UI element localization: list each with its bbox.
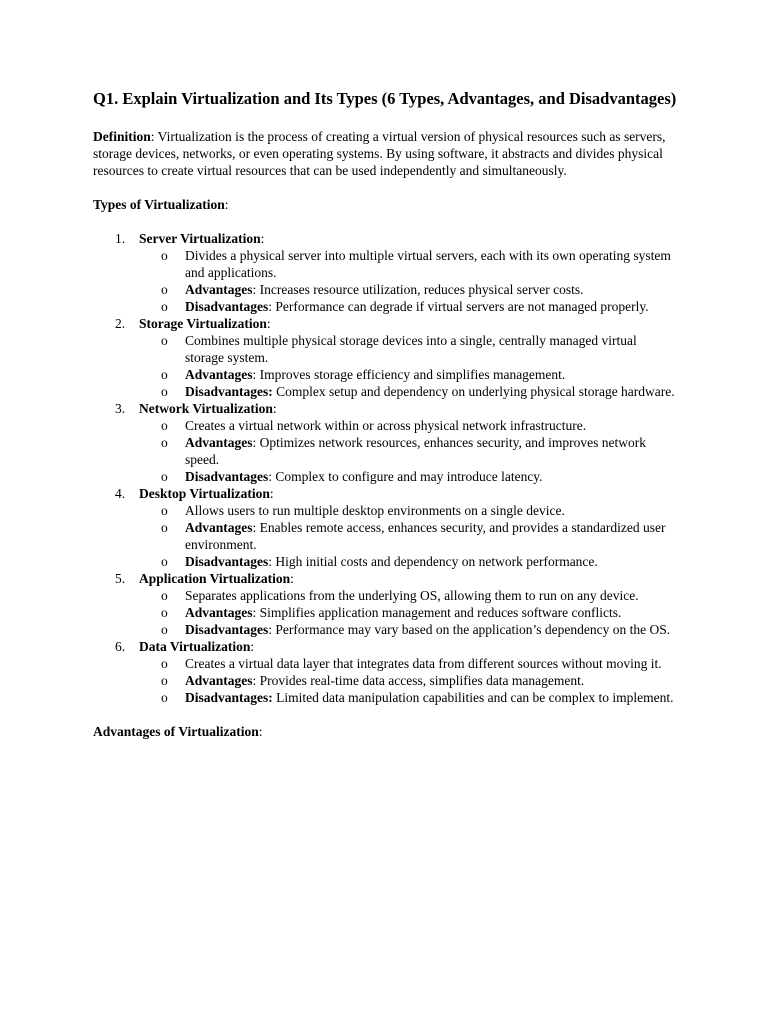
advantages-label: Advantages [185, 520, 253, 535]
type-advantages [139, 672, 678, 689]
disadvantages-text: : Complex to configure and may introduce latency. [268, 469, 543, 484]
disadvantages-text: Limited data manipulation capabilities and can be complex to implement. [272, 690, 674, 705]
type-points [139, 332, 678, 400]
type-name-suffix: : [269, 486, 274, 501]
type-disadvantages [139, 468, 678, 485]
bullet-icon: o [161, 622, 168, 637]
type-number: 6. [115, 639, 126, 654]
bullet-icon: o [161, 248, 168, 263]
type-points [139, 417, 678, 485]
types-heading-suffix: : [224, 197, 229, 212]
type-description [139, 655, 678, 672]
type-name: Data Virtualization [139, 639, 251, 654]
bullet-icon: o [161, 384, 168, 399]
description-text: Allows users to run multiple desktop environments on a single device. [185, 503, 565, 518]
disadvantages-text: : High initial costs and dependency on network performance. [268, 554, 598, 569]
disadvantages-label: Disadvantages [185, 299, 269, 314]
types-heading [93, 196, 678, 213]
definition-paragraph [93, 128, 678, 179]
type-disadvantages [139, 689, 678, 706]
type-description [139, 502, 678, 519]
description-text: Combines multiple physical storage devices into a single, centrally managed virtual storage system. [185, 333, 637, 365]
type-item [93, 230, 678, 315]
advantages-label: Advantages [185, 282, 253, 297]
type-name: Storage Virtualization [139, 316, 267, 331]
description-text: Separates applications from the underlying OS, allowing them to run on any device. [185, 588, 639, 603]
type-name-suffix: : [290, 571, 294, 586]
type-item [93, 400, 678, 485]
type-name: Server Virtualization [139, 231, 261, 246]
type-description [139, 417, 678, 434]
definition-label: Definition [93, 129, 151, 144]
type-number: 1. [115, 231, 126, 246]
type-advantages [139, 519, 678, 553]
bullet-icon: o [161, 690, 168, 705]
advantages-label: Advantages [185, 605, 253, 620]
type-number: 3. [115, 401, 126, 416]
disadvantages-text: : Performance may vary based on the application’s dependency on the OS. [268, 622, 671, 637]
type-item [93, 638, 678, 706]
type-advantages [139, 281, 678, 298]
bullet-icon: o [161, 418, 168, 433]
types-list [93, 230, 678, 706]
type-name: Desktop Virtualization [139, 486, 270, 501]
type-points [139, 247, 678, 315]
bullet-icon: o [161, 469, 168, 484]
type-name-suffix: : [272, 401, 277, 416]
type-points [139, 655, 678, 706]
description-text: Creates a virtual network within or across physical network infrastructure. [185, 418, 587, 433]
bullet-icon: o [161, 554, 168, 569]
type-advantages [139, 366, 678, 383]
description-text: Creates a virtual data layer that integrates data from different sources without moving it. [185, 656, 662, 671]
advantages-heading [93, 723, 678, 740]
type-points [139, 502, 678, 570]
type-number: 5. [115, 571, 126, 586]
type-description [139, 332, 678, 366]
description-text: Divides a physical server into multiple virtual servers, each with its own operating system and applications. [185, 248, 671, 280]
type-description [139, 247, 678, 281]
advantages-label: Advantages [185, 367, 253, 382]
type-item [93, 485, 678, 570]
type-item [93, 315, 678, 400]
bullet-icon: o [161, 435, 168, 450]
type-advantages [139, 604, 678, 621]
bullet-icon: o [161, 282, 168, 297]
type-name-suffix: : [260, 231, 265, 246]
advantages-heading-suffix: : [258, 724, 263, 739]
advantages-text: : Enables remote access, enhances security, and provides a standardized user environment. [185, 520, 666, 552]
bullet-icon: o [161, 588, 168, 603]
type-name-suffix: : [266, 316, 271, 331]
disadvantages-label: Disadvantages: [185, 690, 273, 705]
type-name-suffix: : [250, 639, 255, 654]
advantages-heading-label: Advantages of Virtualization [93, 724, 259, 739]
advantages-label: Advantages [185, 435, 253, 450]
type-description [139, 587, 678, 604]
type-points [139, 587, 678, 638]
disadvantages-text: Complex setup and dependency on underlying physical storage hardware. [272, 384, 675, 399]
bullet-icon: o [161, 520, 168, 535]
bullet-icon: o [161, 605, 168, 620]
bullet-icon: o [161, 503, 168, 518]
type-disadvantages [139, 298, 678, 315]
type-number: 4. [115, 486, 126, 501]
definition-text: : Virtualization is the process of creating a virtual version of physical resources such as servers, storage devices, networks, or even operating systems. By using software, it abstracts and divides physical resources to create virtual resources that can be used independently and simultaneously. [93, 129, 666, 178]
types-heading-label: Types of Virtualization [93, 197, 225, 212]
disadvantages-text: : Performance can degrade if virtual servers are not managed properly. [268, 299, 649, 314]
type-number: 2. [115, 316, 126, 331]
type-name: Network Virtualization [139, 401, 273, 416]
disadvantages-label: Disadvantages [185, 469, 269, 484]
type-disadvantages [139, 383, 678, 400]
bullet-icon: o [161, 367, 168, 382]
bullet-icon: o [161, 673, 168, 688]
type-disadvantages [139, 621, 678, 638]
advantages-text: : Provides real-time data access, simplifies data management. [252, 673, 585, 688]
advantages-text: : Improves storage efficiency and simplifies management. [252, 367, 566, 382]
advantages-text: : Simplifies application management and reduces software conflicts. [252, 605, 622, 620]
bullet-icon: o [161, 299, 168, 314]
disadvantages-label: Disadvantages [185, 554, 269, 569]
page-title: Q1. Explain Virtualization and Its Types (6 Types, Advantages, and Disadvantages) [93, 89, 677, 108]
advantages-text: : Optimizes network resources, enhances security, and improves network speed. [185, 435, 647, 467]
disadvantages-label: Disadvantages: [185, 384, 273, 399]
type-disadvantages [139, 553, 678, 570]
advantages-text: : Increases resource utilization, reduces physical server costs. [252, 282, 584, 297]
disadvantages-label: Disadvantages [185, 622, 269, 637]
type-item [93, 570, 678, 638]
bullet-icon: o [161, 333, 168, 348]
type-advantages [139, 434, 678, 468]
advantages-label: Advantages [185, 673, 253, 688]
bullet-icon: o [161, 656, 168, 671]
type-name: Application Virtualization [139, 571, 291, 586]
